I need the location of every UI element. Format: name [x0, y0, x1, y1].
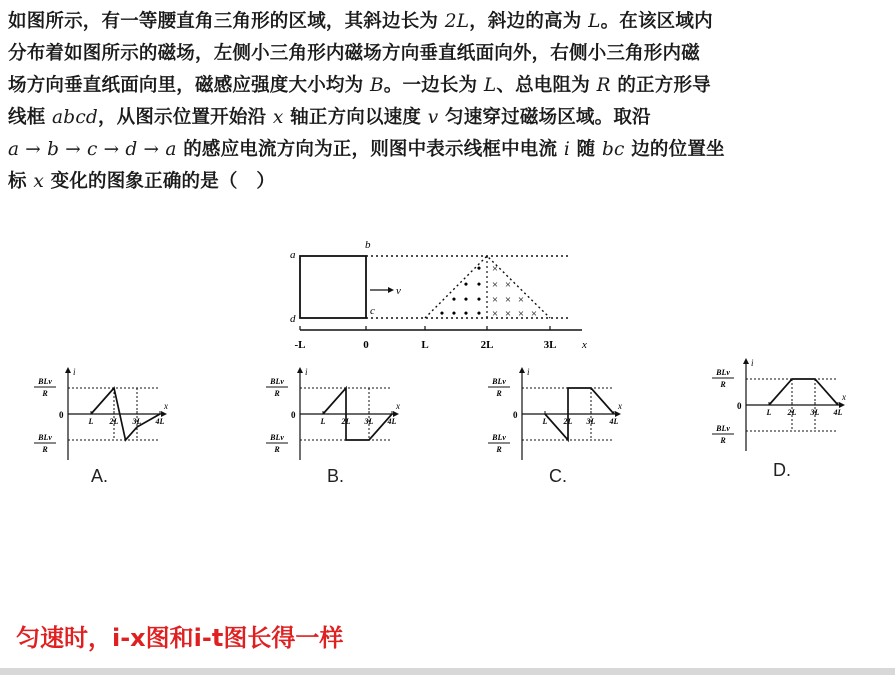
question-text-run: ，从图示位置开始沿 — [97, 107, 273, 128]
field-out-dot: • — [463, 277, 469, 291]
field-out-dot: • — [451, 292, 457, 306]
option-graph-d[interactable] — [708, 355, 858, 455]
current-denominator: R — [274, 389, 280, 398]
x-tick-label: L — [88, 417, 94, 426]
current-denominator: R — [42, 389, 48, 398]
x-tick-label: L — [421, 339, 429, 351]
x-axis-label: x — [842, 392, 846, 402]
zero-label: 0 — [291, 410, 296, 420]
question-line — [8, 70, 888, 102]
current-numerator: BLv — [38, 433, 52, 442]
current-numerator: BLv — [716, 368, 730, 377]
field-in-cross: × — [504, 308, 512, 320]
x-tick-label: L — [766, 408, 772, 417]
teacher-note: 匀速时，i-x图和i-t图长得一样 — [16, 624, 344, 652]
x-tick-label: 3L — [132, 417, 142, 426]
math-symbol: i — [563, 139, 570, 160]
math-symbol: x — [33, 171, 44, 192]
current-curve — [769, 379, 838, 405]
i-axis-arrow — [65, 367, 71, 373]
i-axis-arrow — [743, 358, 749, 364]
field-in-cross: × — [491, 263, 499, 275]
current-numerator: BLv — [492, 433, 506, 442]
question-text-run: 标 — [8, 171, 34, 192]
math-symbol: R — [596, 75, 611, 96]
current-numerator: BLv — [38, 377, 52, 386]
field-out-dot: • — [476, 277, 482, 291]
current-denominator: R — [42, 445, 48, 454]
field-out-dot: • — [463, 292, 469, 306]
math-symbol: a → b → c → d → a — [8, 139, 177, 160]
corner-c: c — [370, 305, 375, 317]
question-text-run: 线框 — [8, 107, 53, 128]
field-in-cross: × — [491, 294, 499, 306]
question-line — [8, 102, 888, 134]
question-text-run: 。一边长为 — [383, 75, 484, 96]
field-in-cross: × — [517, 308, 525, 320]
x-tick-label: L — [320, 417, 326, 426]
x-tick-label: 2L — [341, 417, 351, 426]
question-text-run: 如图所示，有一等腰直角三角形的区域，其斜边长为 — [8, 11, 445, 32]
x-axis-label: x — [618, 401, 622, 411]
x-tick-label: 3L — [364, 417, 374, 426]
bottom-bar — [0, 668, 895, 675]
x-axis-label: x — [396, 401, 400, 411]
current-numerator: BLv — [716, 424, 730, 433]
math-symbol: abcd — [52, 107, 98, 128]
current-denominator: R — [274, 445, 280, 454]
x-tick-label: 4L — [833, 408, 843, 417]
x-tick-label: 2L — [109, 417, 119, 426]
field-out-dot: • — [439, 306, 445, 320]
main-figure — [280, 232, 610, 360]
math-symbol: 2L — [444, 11, 470, 32]
x-tick-label: -L — [294, 339, 306, 351]
x-tick-label: 2L — [563, 417, 573, 426]
question-text-run: 、总电阻为 — [496, 75, 597, 96]
velocity-arrow-head — [388, 287, 394, 293]
math-symbol: x — [272, 107, 284, 128]
x-axis-label: x — [582, 339, 587, 351]
question-text-run: 轴正方向以速度 — [283, 107, 428, 128]
current-denominator: R — [496, 445, 502, 454]
field-out-dot: • — [463, 306, 469, 320]
current-numerator: BLv — [270, 377, 284, 386]
field-in-cross: × — [491, 279, 499, 291]
current-numerator: BLv — [492, 377, 506, 386]
question-text-run: 变化的图象正确的是（ ） — [43, 171, 276, 192]
square-loop — [300, 256, 366, 318]
field-in-cross: × — [491, 308, 499, 320]
current-denominator: R — [496, 389, 502, 398]
question-text-run: 。在该区域内 — [600, 11, 713, 32]
x-tick-label: 3L — [586, 417, 596, 426]
option-label-a[interactable]: A. — [91, 466, 109, 486]
option-label-c[interactable]: C. — [549, 466, 567, 486]
i-axis-arrow — [519, 367, 525, 373]
field-out-region — [440, 261, 481, 320]
option-label-b[interactable]: B. — [327, 466, 345, 486]
x-tick-label: 4L — [609, 417, 619, 426]
math-symbol: L — [588, 11, 601, 32]
math-symbol: L — [483, 75, 497, 96]
question-line — [8, 166, 888, 198]
question-text-run: 匀速穿过磁场区域。取沿 — [438, 107, 651, 128]
question-line — [8, 134, 888, 166]
field-out-dot: • — [476, 261, 482, 275]
zero-label: 0 — [59, 410, 64, 420]
math-symbol: bc — [601, 139, 625, 160]
field-in-cross: × — [504, 279, 512, 291]
field-in-cross: × — [504, 294, 512, 306]
math-symbol: B — [369, 75, 384, 96]
velocity-label: v — [396, 285, 401, 297]
corner-a: a — [290, 249, 296, 261]
x-tick-label: 2L — [480, 339, 494, 351]
i-axis-label: i — [305, 367, 308, 377]
x-tick-label: 3L — [810, 408, 820, 417]
corner-d: d — [290, 313, 296, 325]
question-line — [8, 6, 888, 38]
zero-label: 0 — [737, 401, 742, 411]
math-symbol: v — [427, 107, 439, 128]
question-text-run: ，斜边的高为 — [469, 11, 589, 32]
x-tick-label: 4L — [387, 417, 397, 426]
field-out-dot: • — [476, 292, 482, 306]
question-text-run: 随 — [569, 139, 602, 160]
field-out-dot: • — [451, 306, 457, 320]
x-tick-label: L — [542, 417, 548, 426]
question-text-run: 边的位置坐 — [624, 139, 725, 160]
x-tick-label: 4L — [155, 417, 165, 426]
question-text-run: 场方向垂直纸面向里，磁感应强度大小均为 — [8, 75, 370, 96]
question-text-run: 的正方形导 — [610, 75, 711, 96]
i-axis-label: i — [527, 367, 530, 377]
current-numerator: BLv — [270, 433, 284, 442]
option-label-d[interactable]: D. — [773, 460, 791, 480]
x-tick-label: 2L — [787, 408, 797, 417]
corner-b: b — [365, 239, 371, 251]
x-tick-label: 3L — [543, 339, 557, 351]
zero-label: 0 — [513, 410, 518, 420]
i-axis-label: i — [751, 358, 754, 368]
question-text — [8, 6, 888, 198]
i-axis-arrow — [297, 367, 303, 373]
current-denominator: R — [720, 380, 726, 389]
option-graph-a[interactable] — [30, 364, 180, 464]
field-in-cross: × — [530, 308, 538, 320]
question-line — [8, 38, 888, 70]
question-text-run: 的感应电流方向为正，则图中表示线框中电流 — [176, 139, 564, 160]
current-denominator: R — [720, 436, 726, 445]
option-graph-b[interactable] — [262, 364, 412, 464]
question-text-run: 分布着如图所示的磁场，左侧小三角形内磁场方向垂直纸面向外，右侧小三角形内磁 — [8, 43, 700, 64]
field-out-dot: • — [476, 306, 482, 320]
option-graph-c[interactable] — [484, 364, 634, 464]
x-tick-label: 0 — [363, 339, 369, 351]
field-in-region — [492, 263, 537, 320]
i-axis-label: i — [73, 367, 76, 377]
x-axis-label: x — [164, 401, 168, 411]
field-in-cross: × — [517, 294, 525, 306]
